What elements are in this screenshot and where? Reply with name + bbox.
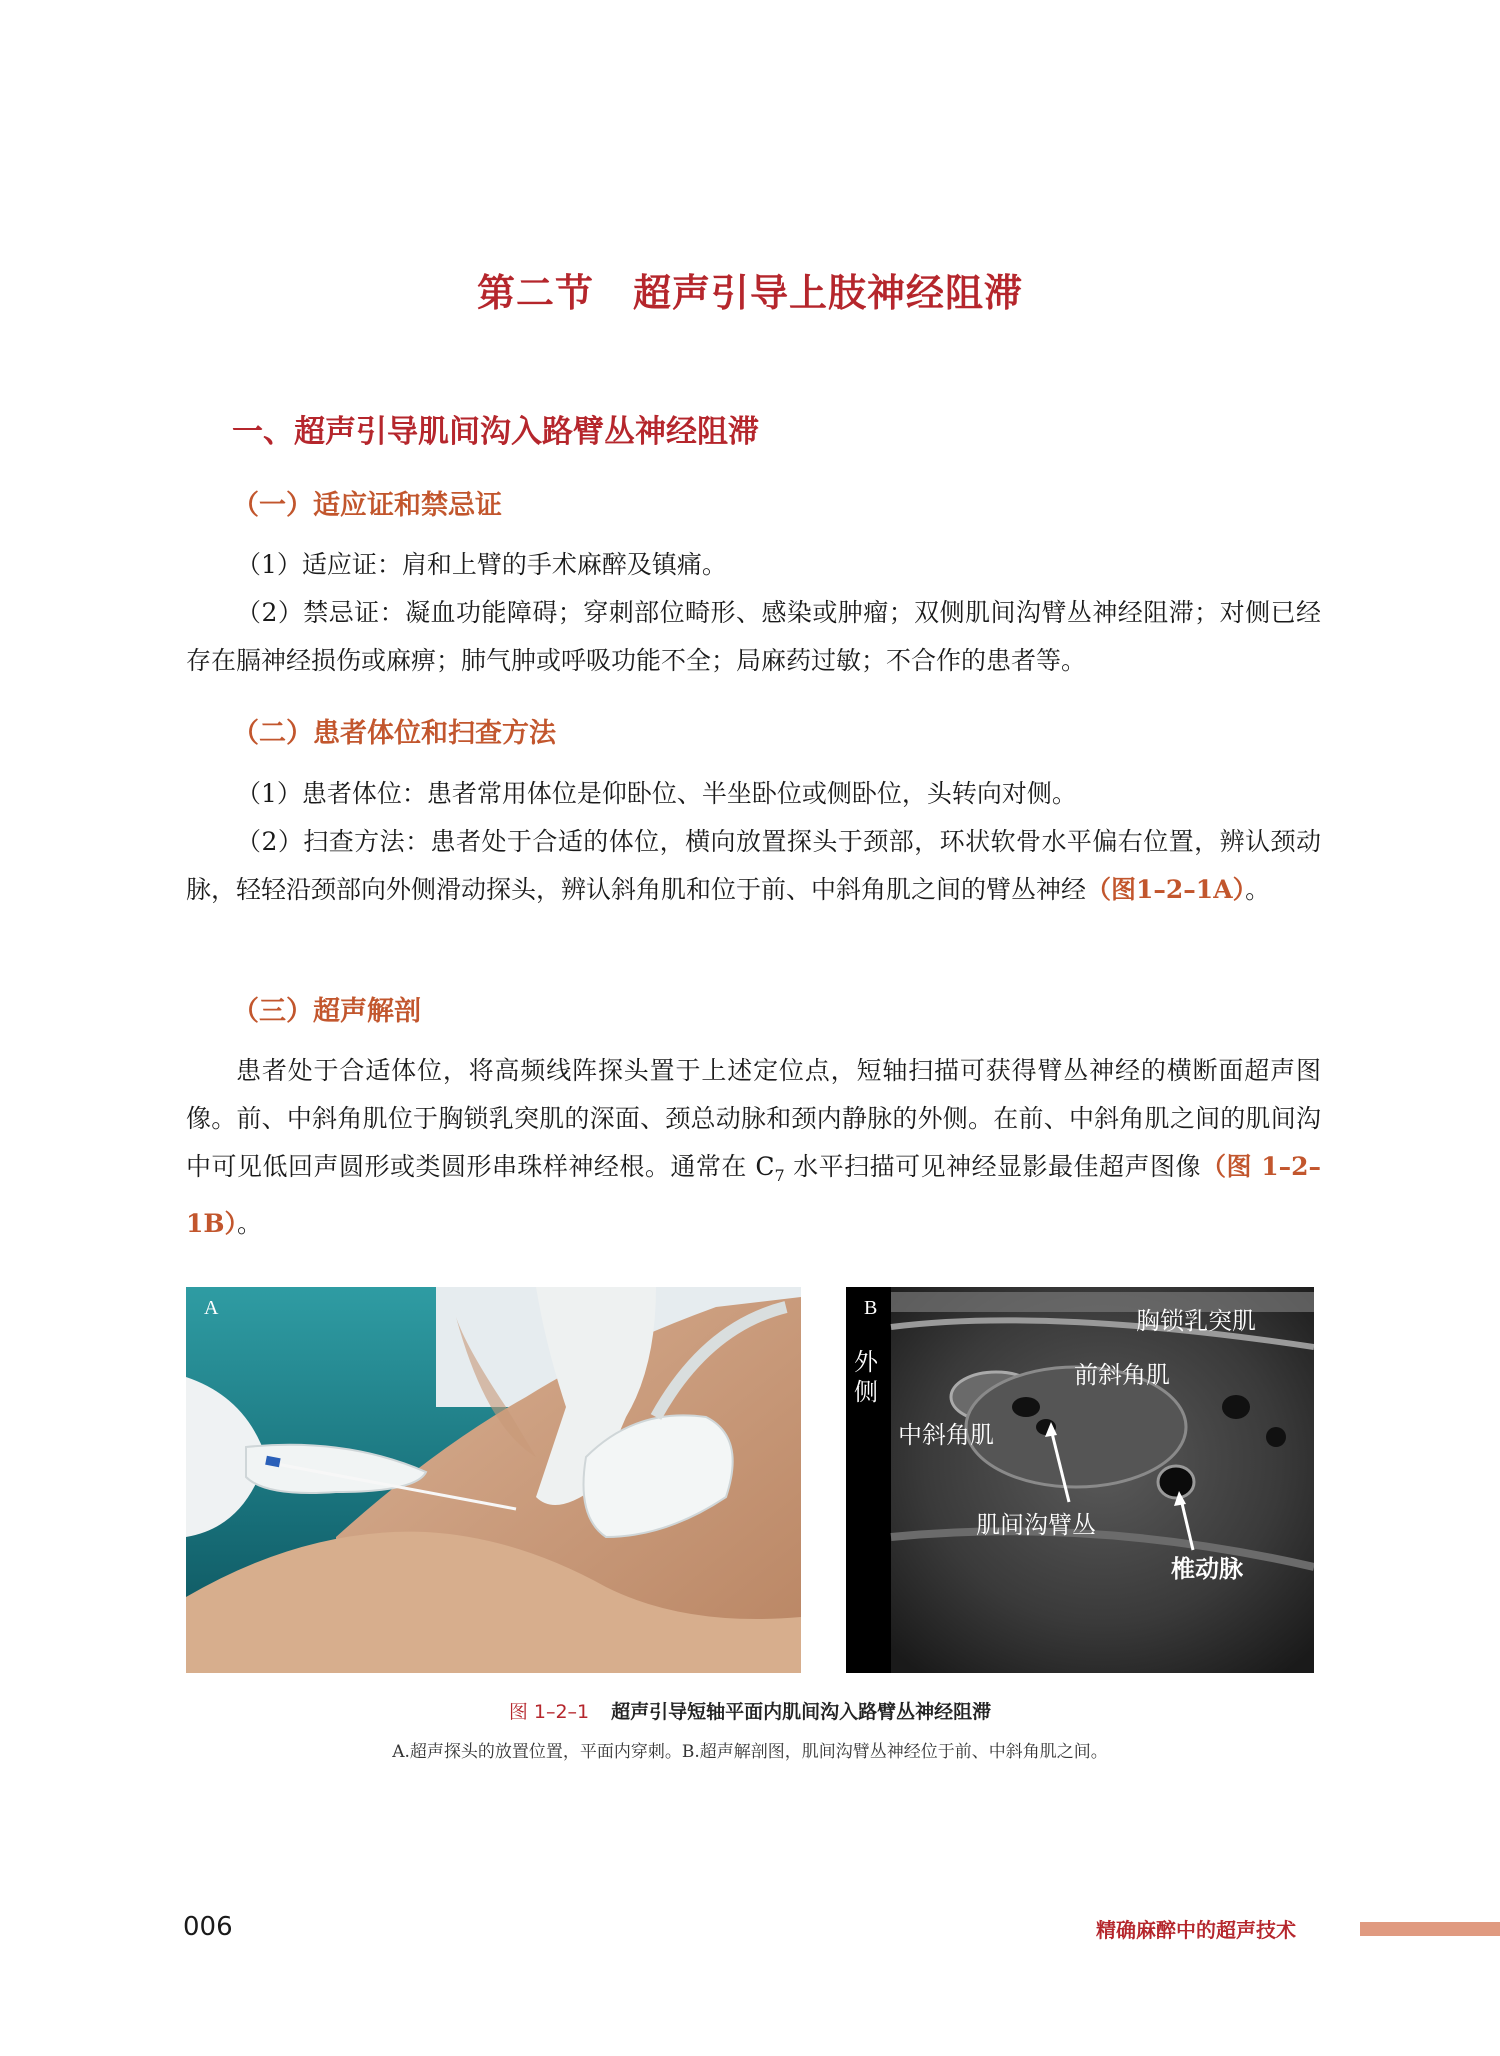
c7-subscript: 7 — [774, 1166, 785, 1185]
subheading-anatomy: （三）超声解剖 — [232, 996, 421, 1027]
ultrasound-image — [846, 1287, 1314, 1673]
anatomy-text-part1: 患者处于合适体位，将高频线阵探头置于上述定位点，短轴扫描可获得臂丛神经的横断面超声图像。前、中斜角肌位于胸锁乳突肌的深面、颈总动脉和颈内静脉的外侧。在前、中斜角肌之间的肌间沟中可见低回声圆形或类圆形串珠样神经根。通常在 C — [186, 1056, 1321, 1181]
position-paragraph: （1）患者体位：患者常用体位是仰卧位、半坐卧位或侧卧位，头转向对侧。 — [236, 779, 1077, 808]
section-title: 第二节 超声引导上肢神经阻滞 — [476, 271, 1023, 315]
scan-method-paragraph — [186, 818, 1321, 914]
label-anterior-scalene: 前斜角肌 — [1074, 1361, 1170, 1389]
page-number: 006 — [183, 1912, 233, 1942]
figure-title: 超声引导短轴平面内肌间沟入路臂丛神经阻滞 — [611, 1701, 992, 1723]
figure-reference-a[interactable]: （图1–2–1A） — [1086, 875, 1246, 904]
subheading-position-scan: （二）患者体位和扫查方法 — [232, 718, 556, 749]
figure-caption — [0, 1697, 1500, 1724]
contraindications-paragraph: （2）禁忌证：凝血功能障碍；穿刺部位畸形、感染或肿瘤；双侧肌间沟臂丛神经阻滞；对侧已经存在膈神经损伤或麻痹；肺气肿或呼吸功能不全；局麻药过敏；不合作的患者等。 — [186, 598, 1321, 675]
period: 。 — [237, 1209, 263, 1238]
label-lateral: 外侧 — [854, 1348, 878, 1406]
running-head: 精确麻醉中的超声技术 — [1096, 1918, 1296, 1942]
label-middle-scalene: 中斜角肌 — [898, 1421, 994, 1449]
scan-method-text: （2）扫查方法：患者处于合适的体位，横向放置探头于颈部，环状软骨水平偏右位置，辨认颈动脉，轻轻沿颈部向外侧滑动探头，辨认斜角肌和位于前、中斜角肌之间的臂丛神经 — [186, 827, 1321, 904]
indications-paragraph: （1）适应证：肩和上臂的手术麻醉及镇痛。 — [236, 550, 727, 579]
heading-interscalene-block: 一、超声引导肌间沟入路臂丛神经阻滞 — [232, 414, 759, 450]
figure-reference-b[interactable]: （图 1–2–1B） — [186, 1152, 1322, 1238]
label-sternocleidomastoid: 胸锁乳突肌 — [1136, 1307, 1256, 1335]
anatomy-text-part2: 水平扫描可见神经显影最佳超声图像 — [784, 1152, 1202, 1181]
label-vertebral-artery: 椎动脉 — [1171, 1555, 1243, 1583]
anatomy-text — [186, 1047, 1321, 1248]
period: 。 — [1245, 875, 1271, 904]
position-scan-text — [186, 770, 1321, 914]
probe-placement-photo — [186, 1287, 801, 1673]
label-interscalene-plexus: 肌间沟臂丛 — [976, 1511, 1096, 1539]
subheading-indications: （一）适应证和禁忌证 — [232, 490, 502, 521]
panel-b-label: B — [864, 1297, 878, 1319]
figure-note: A.超声探头的放置位置，平面内穿刺。B.超声解剖图，肌间沟臂丛神经位于前、中斜角肌之间。 — [392, 1742, 1108, 1762]
figure-panel-a-photo — [186, 1287, 801, 1673]
figure-panel-b-ultrasound — [846, 1287, 1314, 1673]
indications-text — [186, 541, 1321, 685]
footer-bar — [1360, 1922, 1500, 1936]
panel-a-label: A — [204, 1297, 219, 1319]
anatomy-paragraph — [186, 1047, 1321, 1248]
figure-number: 图 1–2–1 — [508, 1701, 590, 1723]
